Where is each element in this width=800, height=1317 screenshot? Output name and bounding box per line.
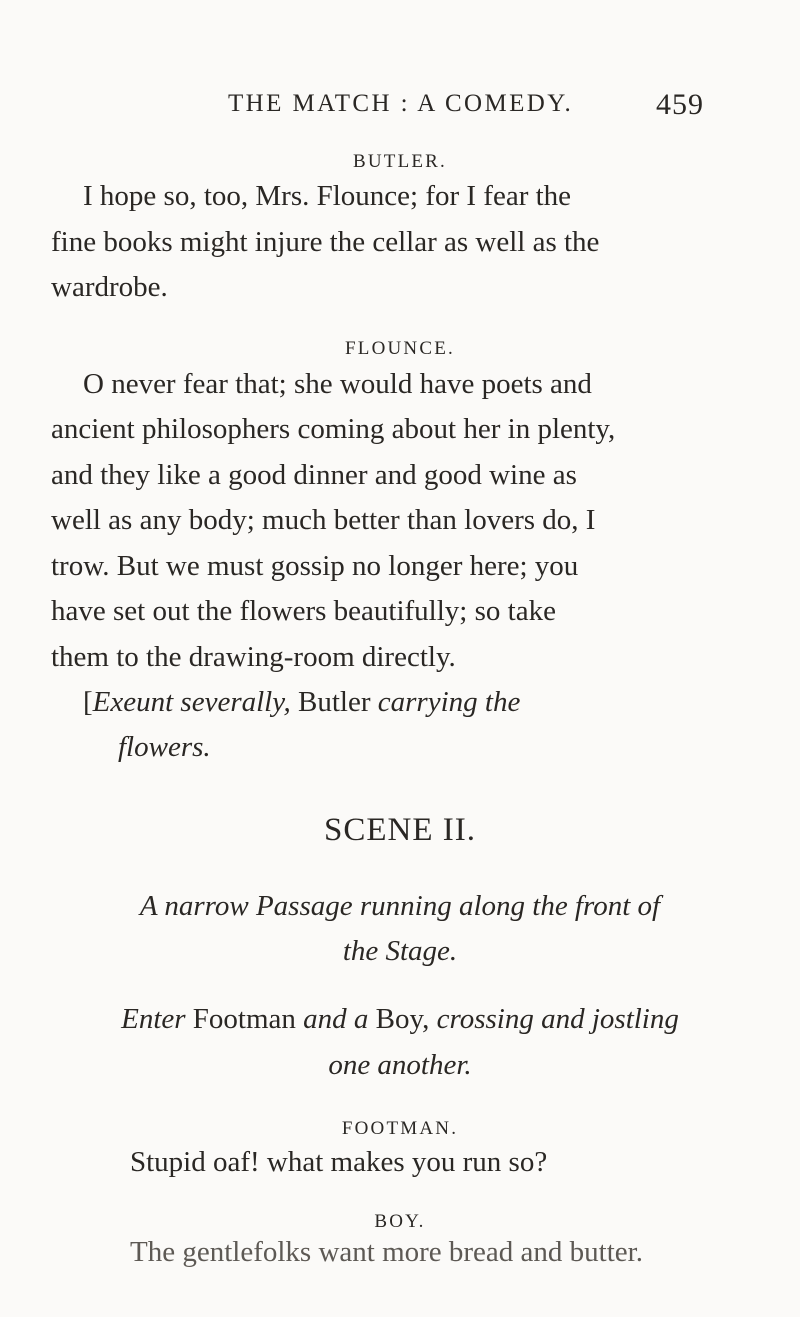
speaker-boy: BOY. bbox=[374, 1211, 426, 1232]
speaker-butler: BUTLER. bbox=[352, 151, 448, 172]
carrying-text: carrying the bbox=[377, 686, 521, 718]
text-line: trow. But we must gossip no longer here; you bbox=[51, 550, 579, 582]
text-line: Stupid oaf! what makes you run so? bbox=[130, 1146, 548, 1178]
stage-direction-continued: flowers. bbox=[118, 731, 211, 763]
text-line: have set out the flowers beautifully; so take bbox=[51, 595, 556, 627]
entrance-direction bbox=[0, 1005, 800, 1034]
scene-setting: A narrow Passage running along the front of bbox=[139, 890, 661, 922]
text-line: well as any body; much better than lovers do, I bbox=[51, 504, 596, 536]
footman-name: Footman bbox=[185, 1003, 304, 1035]
butler-name: Butler bbox=[290, 686, 378, 718]
scene-title: SCENE II. bbox=[324, 812, 476, 848]
text-line: O never fear that; she would have poets and bbox=[83, 368, 592, 400]
text-line: I hope so, too, Mrs. Flounce; for I fear the bbox=[83, 180, 572, 212]
text-line: and they like a good dinner and good wine as bbox=[51, 459, 577, 491]
running-title: THE MATCH : A COMEDY. bbox=[228, 90, 574, 117]
text-line: them to the drawing-room directly. bbox=[51, 641, 456, 673]
and-a-text: and a bbox=[303, 1003, 369, 1035]
text-line: ancient philosophers coming about her in plenty, bbox=[51, 413, 616, 445]
text-line: wardrobe. bbox=[51, 271, 168, 303]
enter-text: Enter bbox=[121, 1003, 186, 1035]
speaker-flounce: FLOUNCE. bbox=[345, 338, 455, 359]
crossing-text: crossing and jostling bbox=[436, 1003, 679, 1035]
bracket: [ bbox=[83, 686, 93, 718]
running-head bbox=[0, 90, 800, 126]
speaker-footman: FOOTMAN. bbox=[341, 1118, 459, 1139]
page-number: 459 bbox=[656, 88, 704, 121]
scene-setting: the Stage. bbox=[342, 935, 458, 967]
entrance-direction-continued: one another. bbox=[328, 1049, 472, 1081]
text-line: fine books might injure the cellar as well as the bbox=[51, 226, 600, 258]
boy-name: Boy, bbox=[368, 1003, 437, 1035]
stage-direction bbox=[83, 688, 520, 717]
text-line: The gentlefolks want more bread and butter. bbox=[130, 1236, 643, 1268]
exeunt-text: Exeunt severally, bbox=[92, 686, 291, 718]
